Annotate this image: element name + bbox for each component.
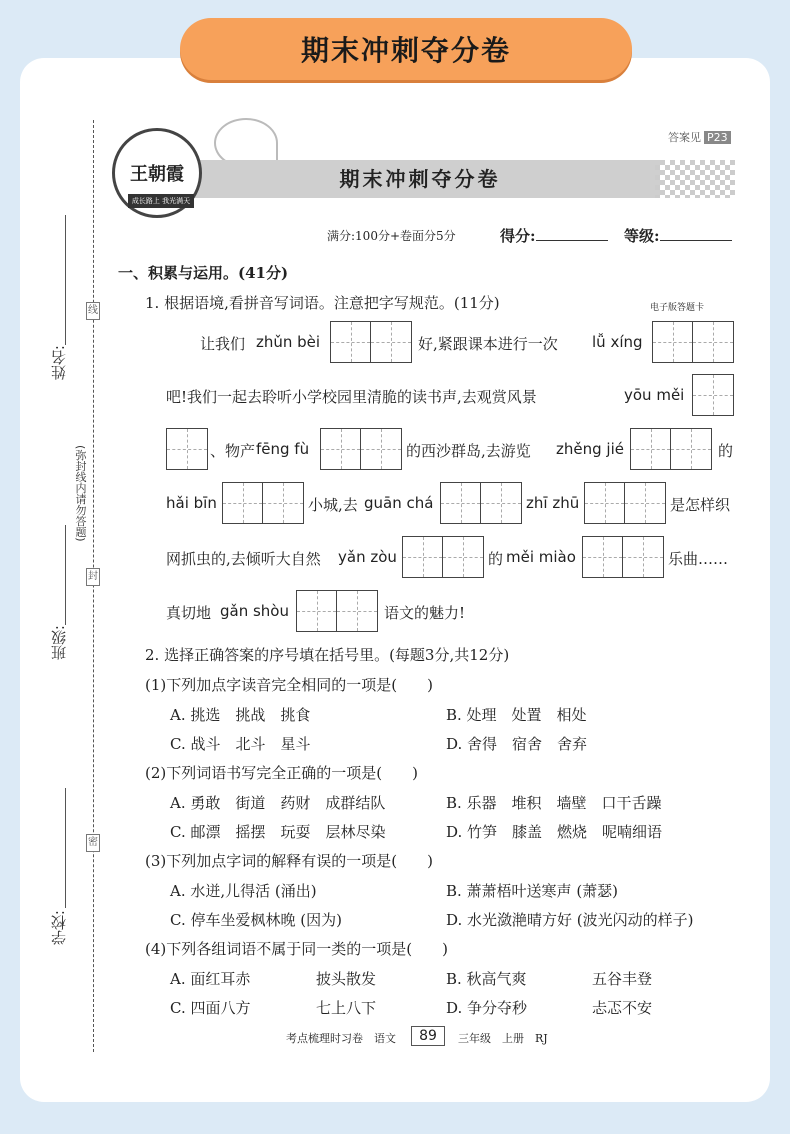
answer-box[interactable] (222, 482, 304, 524)
pinyin: zhěng jié (556, 440, 624, 458)
q1-text: 让我们 (200, 335, 246, 353)
option-b-word: 五谷丰登 (592, 970, 653, 988)
option-b: B. 处理 处置 相处 (446, 706, 587, 724)
answer-box[interactable] (320, 428, 402, 470)
option-a: A. 挑选 挑战 挑食 (170, 706, 311, 724)
answer-box[interactable] (692, 374, 734, 416)
answer-reference (668, 129, 731, 145)
answer-box[interactable] (652, 321, 734, 363)
q1-text: 小城,去 (308, 496, 358, 514)
option-c: C. 停车坐爱枫林晚 (因为) (170, 911, 342, 929)
pinyin: gǎn shòu (220, 602, 289, 620)
option-d: D. 舍得 宿舍 舍弃 (446, 735, 588, 753)
answer-box[interactable] (440, 482, 522, 524)
q1-text: 真切地 (166, 604, 212, 622)
seal-mark: 线 (86, 302, 100, 320)
option-c: C. 四面八方 (170, 999, 251, 1017)
seal-mark: 封 (86, 568, 100, 586)
name-label: 姓名: (50, 345, 68, 381)
sub-question: (1)下列加点字读音完全相同的一项是( ) (145, 676, 433, 694)
answer-box[interactable] (584, 482, 666, 524)
option-d: D. 水光潋滟晴方好 (波光闪动的样子) (446, 911, 694, 929)
q1-text: 的 (718, 442, 734, 460)
q1-text: 的 (488, 550, 504, 568)
pinyin: yōu měi (624, 386, 685, 404)
grade-label: 等级: (624, 227, 660, 245)
class-underline (65, 525, 66, 625)
name-underline (65, 215, 66, 345)
question-2-prompt: 2. 选择正确答案的序号填在括号里。(每题3分,共12分) (145, 646, 510, 664)
sub-question: (3)下列加点字词的解释有误的一项是( ) (145, 852, 433, 870)
option-c-word: 七上八下 (316, 999, 377, 1017)
score-field[interactable] (500, 225, 608, 246)
option-b: B. 乐器 堆积 墙壁 口干舌躁 (446, 794, 662, 812)
pinyin: yǎn zòu (338, 548, 397, 566)
option-b: B. 秋高气爽 (446, 970, 527, 988)
option-a: A. 勇敢 街道 药财 成群结队 (170, 794, 386, 812)
pinyin: fēng fù (256, 440, 310, 458)
score-label: 得分: (500, 227, 536, 245)
footer-grade: 三年级 上册 RJ (458, 1032, 548, 1045)
school-label: 学校: (50, 910, 68, 946)
pinyin: lǚ xíng (592, 333, 643, 351)
q1-text: 、物产 (210, 442, 256, 460)
option-a: A. 水迸,儿得活 (涌出) (170, 882, 317, 900)
q1-text: 乐曲…… (668, 550, 729, 568)
answer-ref-page: P23 (704, 131, 731, 144)
option-c: C. 邮漂 摇摆 玩耍 层林尽染 (170, 823, 386, 841)
seal-line (93, 120, 94, 1052)
option-d: D. 竹笋 膝盖 燃烧 呢喃细语 (446, 823, 663, 841)
section-heading: 一、积累与运用。(41分) (118, 264, 289, 282)
pinyin: hǎi bīn (166, 494, 217, 512)
answer-box[interactable] (166, 428, 208, 470)
q1-text: 网抓虫的,去倾听大自然 (166, 550, 321, 568)
footer-book: 考点梳理时习卷 语文 (286, 1032, 396, 1045)
pinyin: zhǔn bèi (256, 333, 321, 351)
logo-slogan: 成长路上 我光满天 (128, 194, 194, 208)
option-d: D. 争分夺秒 (446, 999, 528, 1017)
answer-box[interactable] (402, 536, 484, 578)
e-answer-card: 电子版答题卡 (650, 303, 705, 313)
q1-text: 好,紧跟课本进行一次 (418, 335, 558, 353)
pinyin: měi miào (506, 548, 576, 566)
option-b: B. 萧萧梧叶送寒声 (萧瑟) (446, 882, 619, 900)
q1-text: 是怎样织 (670, 496, 731, 514)
question-1-prompt: 1. 根据语境,看拼音写词语。注意把字写规范。(11分) (145, 294, 500, 312)
pinyin: guān chá (364, 494, 434, 512)
q1-text: 的西沙群岛,去游览 (406, 442, 531, 460)
pinyin: zhī zhū (526, 494, 580, 512)
score-info: 满分:100分+卷面分5分 (327, 229, 456, 243)
exam-title: 期末冲刺夺分卷 (339, 167, 501, 191)
option-d-word: 忐忑不安 (592, 999, 653, 1017)
school-underline (65, 788, 66, 908)
answer-box[interactable] (296, 590, 378, 632)
class-label: 班级: (50, 625, 68, 661)
sub-question: (2)下列词语书写完全正确的一项是( ) (145, 764, 418, 782)
option-a-word: 披头散发 (316, 970, 377, 988)
seal-note: (弥封线内请勿答题) (74, 445, 87, 542)
answer-ref-label: 答案见 (668, 131, 701, 144)
checker-pattern (655, 160, 735, 198)
q1-text: 吧!我们一起去聆听小学校园里清脆的读书声,去观赏风景 (166, 388, 537, 406)
sub-question: (4)下列各组词语不属于同一类的一项是( ) (145, 940, 448, 958)
q1-text: 语文的魅力! (384, 604, 466, 622)
answer-box[interactable] (582, 536, 664, 578)
option-c: C. 战斗 北斗 星斗 (170, 735, 311, 753)
page-number: 89 (411, 1026, 445, 1046)
logo-name: 王朝霞 (130, 164, 184, 185)
top-banner: 期末冲刺夺分卷 (180, 18, 632, 80)
option-a: A. 面红耳赤 (170, 970, 251, 988)
answer-box[interactable] (330, 321, 412, 363)
seal-mark: 密 (86, 834, 100, 852)
answer-box[interactable] (630, 428, 712, 470)
grade-field[interactable] (624, 225, 732, 246)
